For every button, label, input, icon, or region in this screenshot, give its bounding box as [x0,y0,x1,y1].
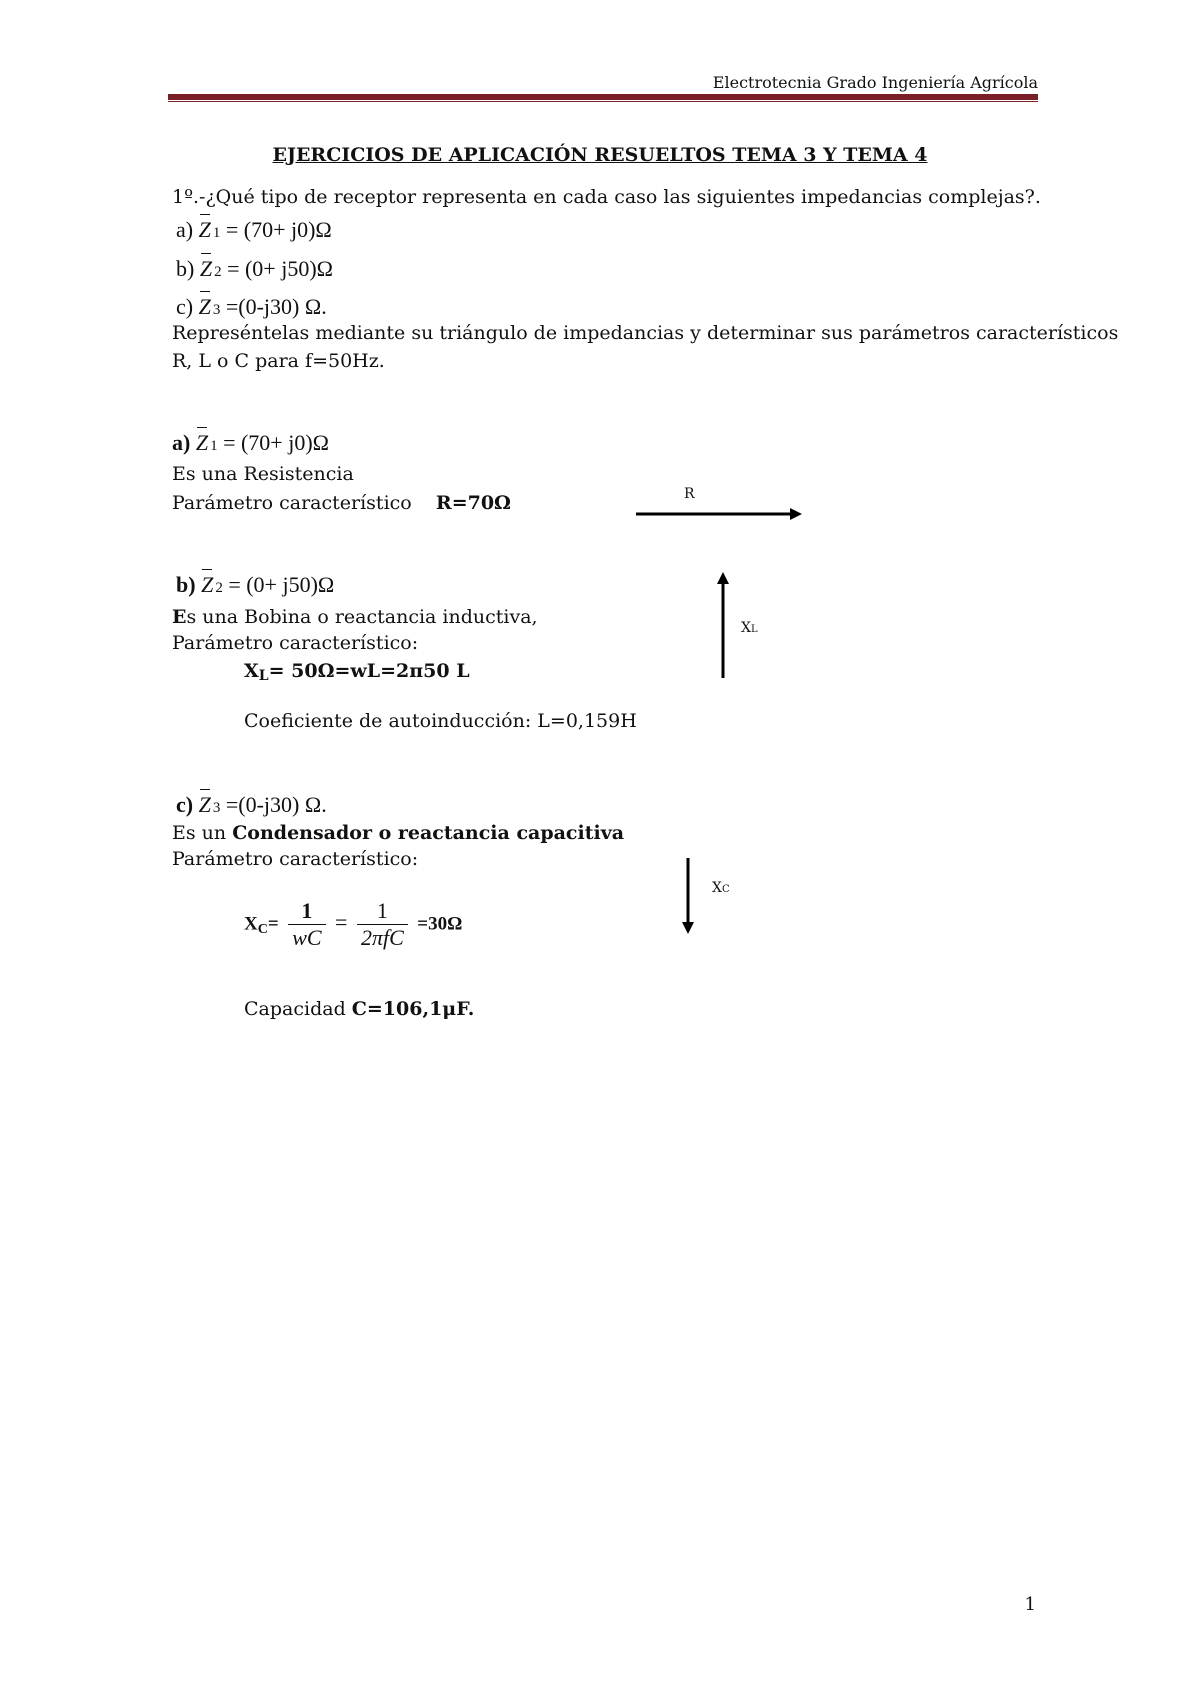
capacity-label: Capacidad [244,998,352,1020]
fraction-denominator: 2πfC [360,925,404,950]
answer-b-xl-formula [244,660,470,684]
vector-xl-arrow [713,570,733,680]
answer-b-param-label: Parámetro característico: [172,632,419,654]
answer-label: a) [172,430,191,455]
type-text: s una Bobina o reactancia inductiva, [186,606,538,628]
type-bold-text: Condensador o reactancia capacitiva [232,822,625,844]
answer-a-param [172,492,511,514]
fraction-1-over-wc [288,898,325,951]
item-label: b) [176,256,195,281]
page-number: 1 [1024,1594,1036,1615]
impedance-expression: = (70+ j0)Ω [223,430,330,455]
fraction-numerator: 1 [288,898,325,925]
impedance-expression: = (70+ j0)Ω [225,217,332,242]
question-item-b [176,256,333,282]
vector-r-label: R [684,486,695,502]
header-course: Electrotecnia Grado Ingeniería Agrícola [712,73,1038,92]
param-value: R=70Ω [435,492,511,514]
vector-symbol: X [712,880,722,896]
type-initial: E [172,606,187,628]
xc-equals: = [267,913,279,935]
impedance-symbol: Z [198,792,211,817]
param-label: Parámetro característico [172,492,412,514]
equals-sign: = [335,909,348,935]
answer-label: c) [176,792,194,817]
impedance-symbol: Z [199,256,213,281]
header-rule [168,94,1038,100]
item-label: c) [176,294,194,319]
vector-r-arrow [636,504,806,524]
xl-value: = 50Ω=wL=2π50 L [268,660,470,682]
xc-subscript: C [257,921,268,937]
impedance-symbol: Z [201,572,214,597]
impedance-subscript: 1 [212,225,221,241]
answer-c-type [172,822,624,844]
impedance-symbol: Z [198,217,211,242]
answer-a-heading [172,430,329,456]
impedance-expression: =(0-j30) Ω. [225,792,327,817]
answer-c-heading [176,792,327,818]
type-text: Es un [172,822,233,844]
question-item-a [176,217,332,243]
impedance-symbol: Z [198,294,211,319]
vector-xl-label [741,620,758,636]
page-title: EJERCICIOS DE APLICACIÓN RESUELTOS TEMA 3 Y TEMA 4 [272,144,928,166]
answer-c-param-label: Parámetro característico: [172,848,419,870]
impedance-expression: =(0-j30) Ω. [225,294,327,319]
question-item-c [176,294,327,320]
fraction-denominator: wC [292,925,322,950]
answer-a-type: Es una Resistencia [172,463,354,485]
answer-b-heading [176,572,334,598]
fraction-1-over-2pifc [357,898,408,951]
vector-xc-arrow [678,858,698,938]
answer-b-coefficient: Coeficiente de autoinducción: L=0,159H [244,710,637,732]
vector-subscript: C [721,884,730,895]
impedance-subscript: 2 [214,264,222,280]
vector-xc-label [712,880,730,896]
impedance-expression: = (0+ j50)Ω [227,256,334,281]
impedance-subscript: 1 [210,438,218,454]
xl-symbol: X [244,660,259,682]
impedance-subscript: 3 [212,800,221,816]
xc-symbol: X [244,913,258,935]
item-label: a) [176,217,194,242]
answer-label: b) [176,572,196,597]
impedance-subscript: 3 [212,302,221,318]
capacity-value: C=106,1μF. [351,998,475,1020]
impedance-subscript: 2 [215,580,223,596]
answer-c-xc-formula [244,898,462,951]
impedance-symbol: Z [195,430,209,455]
instruction-line-1: Represéntelas mediante su triángulo de impedancias y determinar sus parámetros característicos [172,322,1119,344]
impedance-expression: = (0+ j50)Ω [228,572,335,597]
xl-subscript: L [258,668,269,684]
answer-c-capacity [244,998,474,1020]
instruction-line-2: R, L o C para f=50Hz. [172,350,385,372]
fraction-numerator: 1 [357,898,408,925]
xc-result: =30Ω [417,913,463,935]
header-rule-thin [168,101,1038,102]
vector-symbol: X [741,620,751,636]
answer-b-type [172,606,538,628]
vector-subscript: L [750,624,758,635]
question-text: 1º.-¿Qué tipo de receptor representa en cada caso las siguientes impedancias complejas?. [172,186,1041,208]
